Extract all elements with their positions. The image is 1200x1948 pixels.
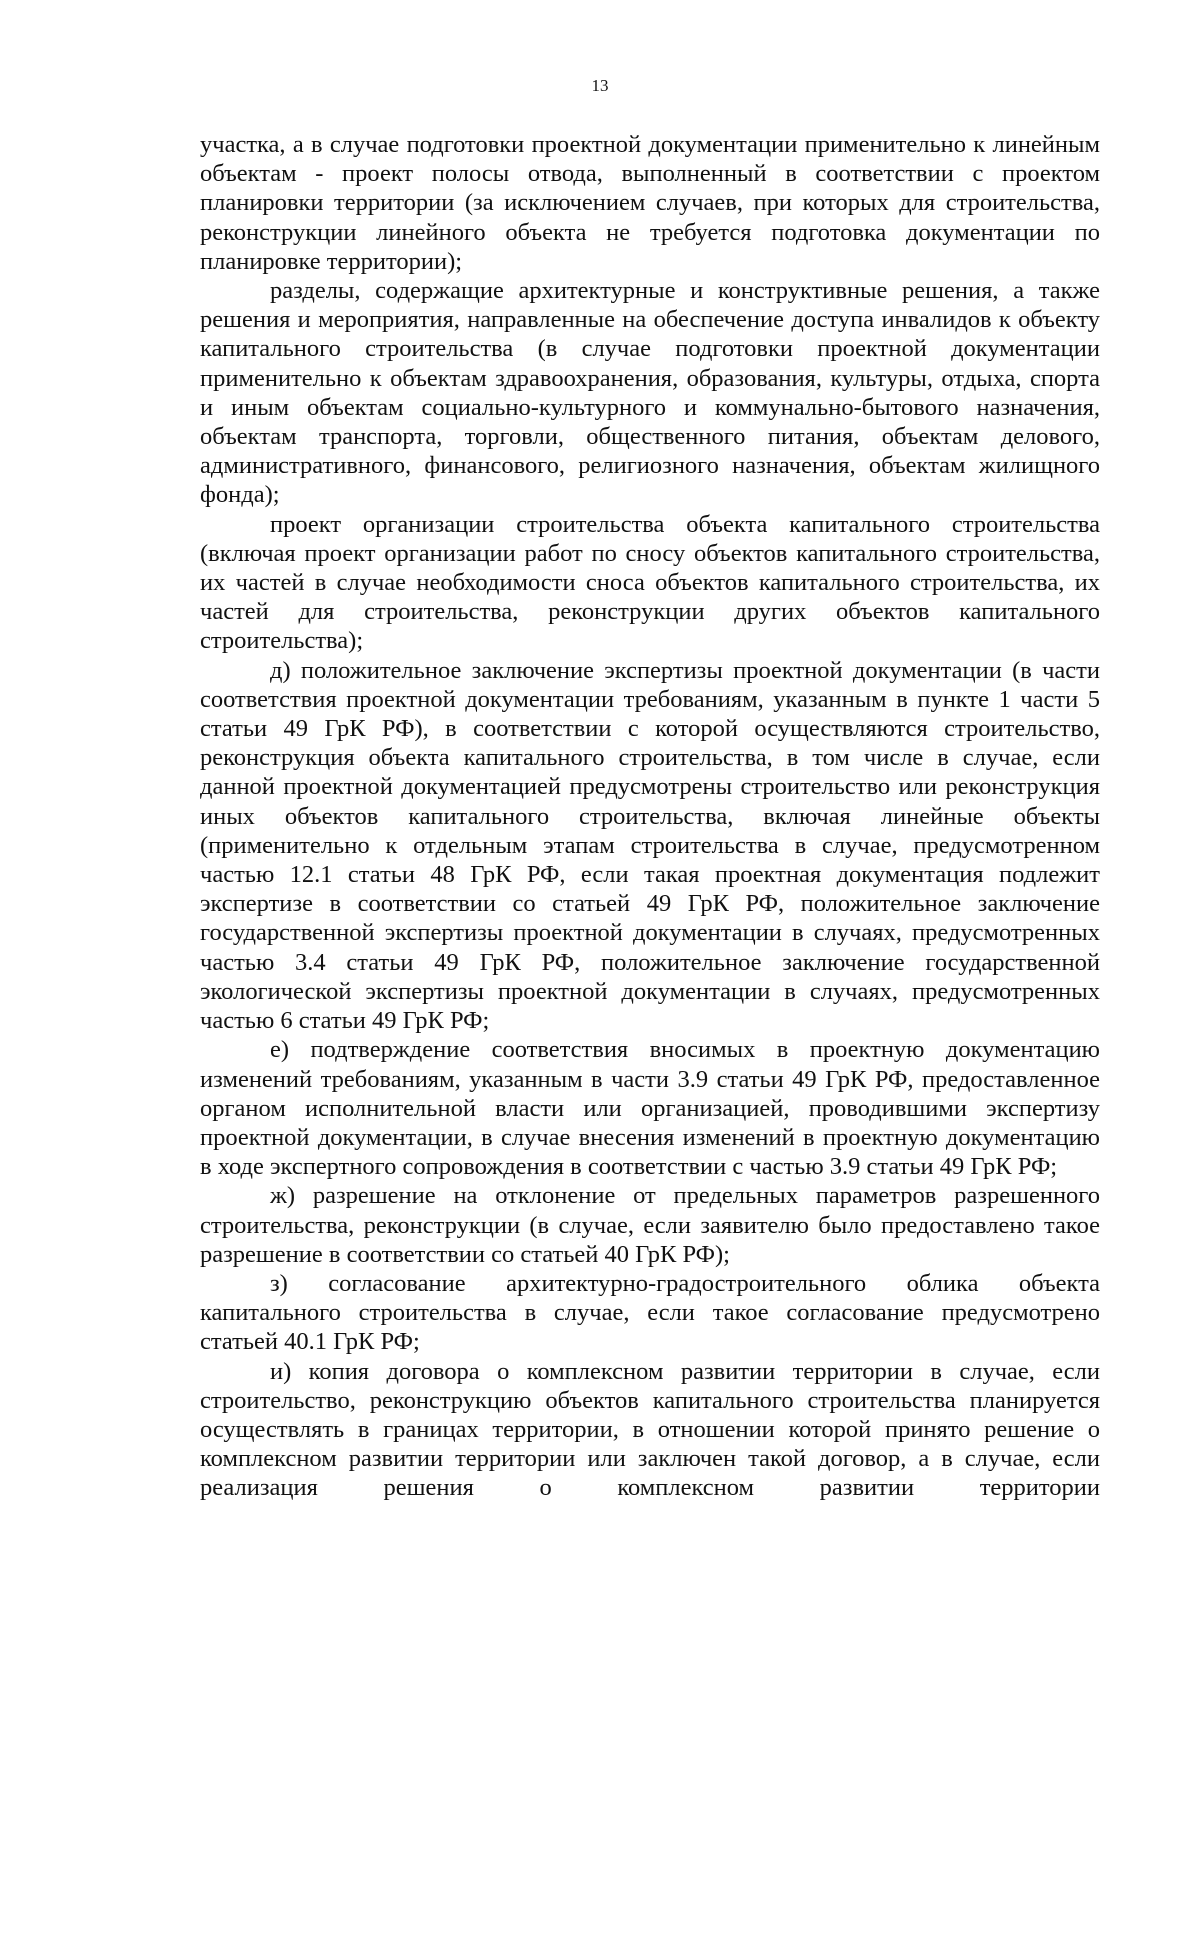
paragraph-item-e: е) подтверждение соответствия вносимых в проектную документацию изменений требованиям, указанным в части 3.9 статьи 49 ГрК РФ, предоставленное органом исполнительной власти или организацией, проводившими экспертизу проектной документации, в случае внесения изменений в проектную документацию в ходе экспертного сопровождения в соответствии с частью 3.9 статьи 49 ГрК РФ;: [200, 1036, 1100, 1181]
paragraph-item-i: и) копия договора о комплексном развитии территории в случае, если строительство, реконструкцию объектов капитального строительства планируется осуществлять в границах территории, в отношении которой принято решение о комплексном развитии территории или заключен такой договор, а в случае, если реализация решения о комплексном развитии территории: [200, 1357, 1100, 1502]
paragraph-item-z: з) согласование архитектурно-градостроительного облика объекта капитального строительства в случае, если такое согласование предусмотрено статьей 40.1 ГрК РФ;: [200, 1269, 1100, 1356]
paragraph-item-d: д) положительное заключение экспертизы проектной документации (в части соответствия проектной документации требованиям, указанным в пункте 1 части 5 статьи 49 ГрК РФ), в соответствии с которой осуществляются строительство, реконструкция объекта капитального строительства, в том числе в случае, если данной проектной документацией предусмотрены строительство или реконструкция иных объектов капитального строительства, включая линейные объекты (применительно к отдельным этапам строительства в случае, предусмотренном частью 12.1 статьи 48 ГрК РФ, если такая проектная документация подлежит экспертизе в соответствии со статьей 49 ГрК РФ, положительное заключение государственной экспертизы проектной документации в случаях, предусмотренных частью 3.4 статьи 49 ГрК РФ, положительное заключение государственной экологической экспертизы проектной документации в случаях, предусмотренных частью 6 статьи 49 ГрК РФ;: [200, 656, 1100, 1035]
page-number: 13: [591, 76, 609, 95]
paragraph-item-zh: ж) разрешение на отклонение от предельных параметров разрешенного строительства, реконструкции (в случае, если заявителю было предоставлено такое разрешение в соответствии со статьей 40 ГрК РФ);: [200, 1182, 1100, 1268]
paragraph-architecture-sections: разделы, содержащие архитектурные и конструктивные решения, а также решения и мероприятия, направленные на обеспечение доступа инвалидов к объекту капитального строительства (в случае подготовки проектной документации применительно к объектам здравоохранения, образования, культуры, отдыха, спорта и иным объектам социально-культурного и коммунально-бытового назначения, объектам транспорта, торговли, общественного питания, объектам делового, административного, финансового, религиозного назначения, объектам жилищного фонда);: [200, 277, 1100, 509]
paragraph-continuation: участка, а в случае подготовки проектной документации применительно к линейным объектам - проект полосы отвода, выполненный в соответствии с проектом планировки территории (за исключением случаев, при которых для строительства, реконструкции линейного объекта не требуется подготовка документации по планировке территории);: [200, 131, 1100, 275]
paragraph-construction-organization: проект организации строительства объекта капитального строительства (включая проект организации работ по сносу объектов капитального строительства, их частей в случае необходимости сноса объектов капитального строительства, их частей для строительства, реконструкции других объектов капитального строительства);: [200, 510, 1100, 655]
document-body: [200, 130, 1100, 1503]
